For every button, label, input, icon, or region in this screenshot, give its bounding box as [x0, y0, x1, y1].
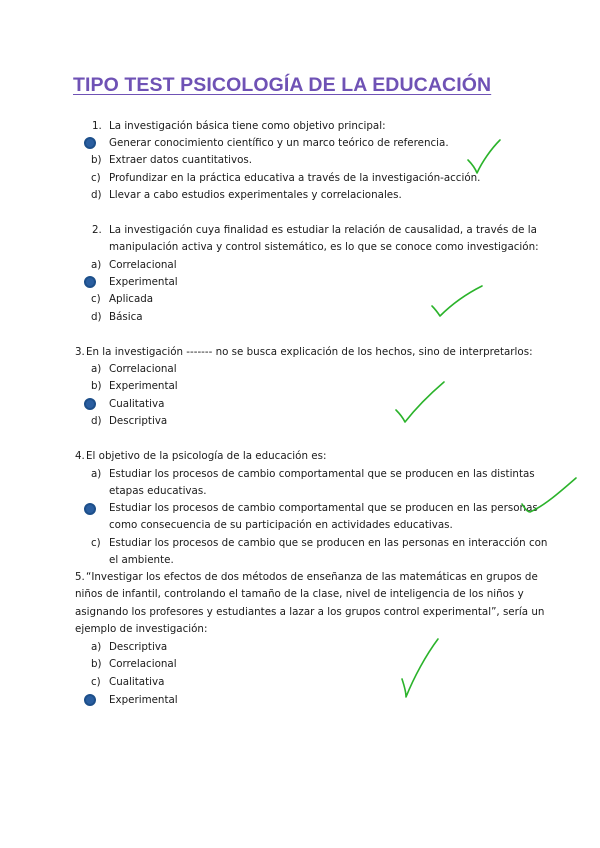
q3-option-a: Correlacional [109, 363, 177, 375]
q2-option-d: Básica [109, 311, 143, 323]
checkmark-icon [520, 476, 580, 514]
question-1-text: La investigación básica tiene como objetivo principal: [109, 120, 386, 132]
q3-option-c: Cualitativa [109, 398, 165, 410]
q5-option-b-letter: b) [91, 658, 102, 670]
q1-option-b: Extraer datos cuantitativos. [109, 154, 253, 166]
question-5-text-line-4: ejemplo de investigación: [75, 623, 208, 635]
q1-option-b-letter: b) [91, 154, 102, 166]
question-5-text-line-2: niños de infantil, controlando el tamaño de la clase, nivel de inteligencia de los niños y [75, 588, 524, 600]
page-title: TIPO TEST PSICOLOGÍA DE LA EDUCACIÓN [73, 74, 492, 96]
checkmark-icon [466, 138, 506, 178]
answer-circle-mark [84, 694, 96, 706]
q5-option-a-letter: a) [91, 641, 102, 653]
q3-option-d: Descriptiva [109, 415, 168, 427]
answer-circle-mark [84, 276, 96, 288]
q1-option-a: Generar conocimiento científico y un marco teórico de referencia. [109, 137, 449, 149]
q4-option-a-line-2: etapas educativas. [109, 485, 207, 497]
checkmark-icon [394, 380, 448, 426]
q5-option-c: Cualitativa [109, 676, 165, 688]
q5-option-b: Correlacional [109, 658, 177, 670]
q3-option-b: Experimental [109, 380, 178, 392]
q4-option-b-line-2: como consecuencia de su participación en actividades educativas. [109, 519, 453, 531]
question-2-text-line-1: La investigación cuya finalidad es estudiar la relación de causalidad, a través de la [109, 224, 537, 236]
q2-option-a: Correlacional [109, 259, 177, 271]
q3-option-a-letter: a) [91, 363, 102, 375]
q3-option-b-letter: b) [91, 380, 102, 392]
q4-option-c-line-2: el ambiente. [109, 554, 174, 566]
q2-option-a-letter: a) [91, 259, 102, 271]
question-1-number: 1. [92, 120, 102, 132]
answer-circle-mark [84, 398, 96, 410]
q2-option-d-letter: d) [91, 311, 102, 323]
checkmark-icon [430, 284, 486, 320]
question-5-text-line-1: “Investigar los efectos de dos métodos de enseñanza de las matemáticas en grupos de [86, 571, 538, 583]
q4-option-a-letter: a) [91, 468, 102, 480]
question-2-number: 2. [92, 224, 102, 236]
q4-option-b-line-1: Estudiar los procesos de cambio comportamental que se producen en las personas [109, 502, 538, 514]
question-4-number: 4. [75, 450, 85, 462]
checkmark-icon [400, 637, 442, 701]
q4-option-c-letter: c) [91, 537, 101, 549]
q5-option-a: Descriptiva [109, 641, 168, 653]
q2-option-c: Aplicada [109, 293, 154, 305]
question-5-number: 5. [75, 571, 85, 583]
q1-option-c: Profundizar en la práctica educativa a través de la investigación-acción. [109, 172, 481, 184]
q1-option-c-letter: c) [91, 172, 101, 184]
q5-option-c-letter: c) [91, 676, 101, 688]
q3-option-d-letter: d) [91, 415, 102, 427]
q4-option-a-line-1: Estudiar los procesos de cambio comportamental que se producen en las distintas [109, 468, 535, 480]
q4-option-c-line-1: Estudiar los procesos de cambio que se producen en las personas en interacción con [109, 537, 548, 549]
q2-option-c-letter: c) [91, 293, 101, 305]
q5-option-d: Experimental [109, 694, 178, 706]
answer-circle-mark [84, 503, 96, 515]
q1-option-d-letter: d) [91, 189, 102, 201]
question-4-text: El objetivo de la psicología de la educación es: [86, 450, 327, 462]
q2-option-b: Experimental [109, 276, 178, 288]
q1-option-d: Llevar a cabo estudios experimentales y correlacionales. [109, 189, 402, 201]
question-3-number: 3. [75, 346, 85, 358]
question-2-text-line-2: manipulación activa y control sistemático, es lo que se conoce como investigación: [109, 241, 539, 253]
answer-circle-mark [84, 137, 96, 149]
question-3-text: En la investigación ------- no se busca explicación de los hechos, sino de interpretarlos: [86, 346, 533, 358]
question-5-text-line-3: asignando los profesores y estudiantes a lazar a los grupos control experimental”, sería un [75, 606, 545, 618]
